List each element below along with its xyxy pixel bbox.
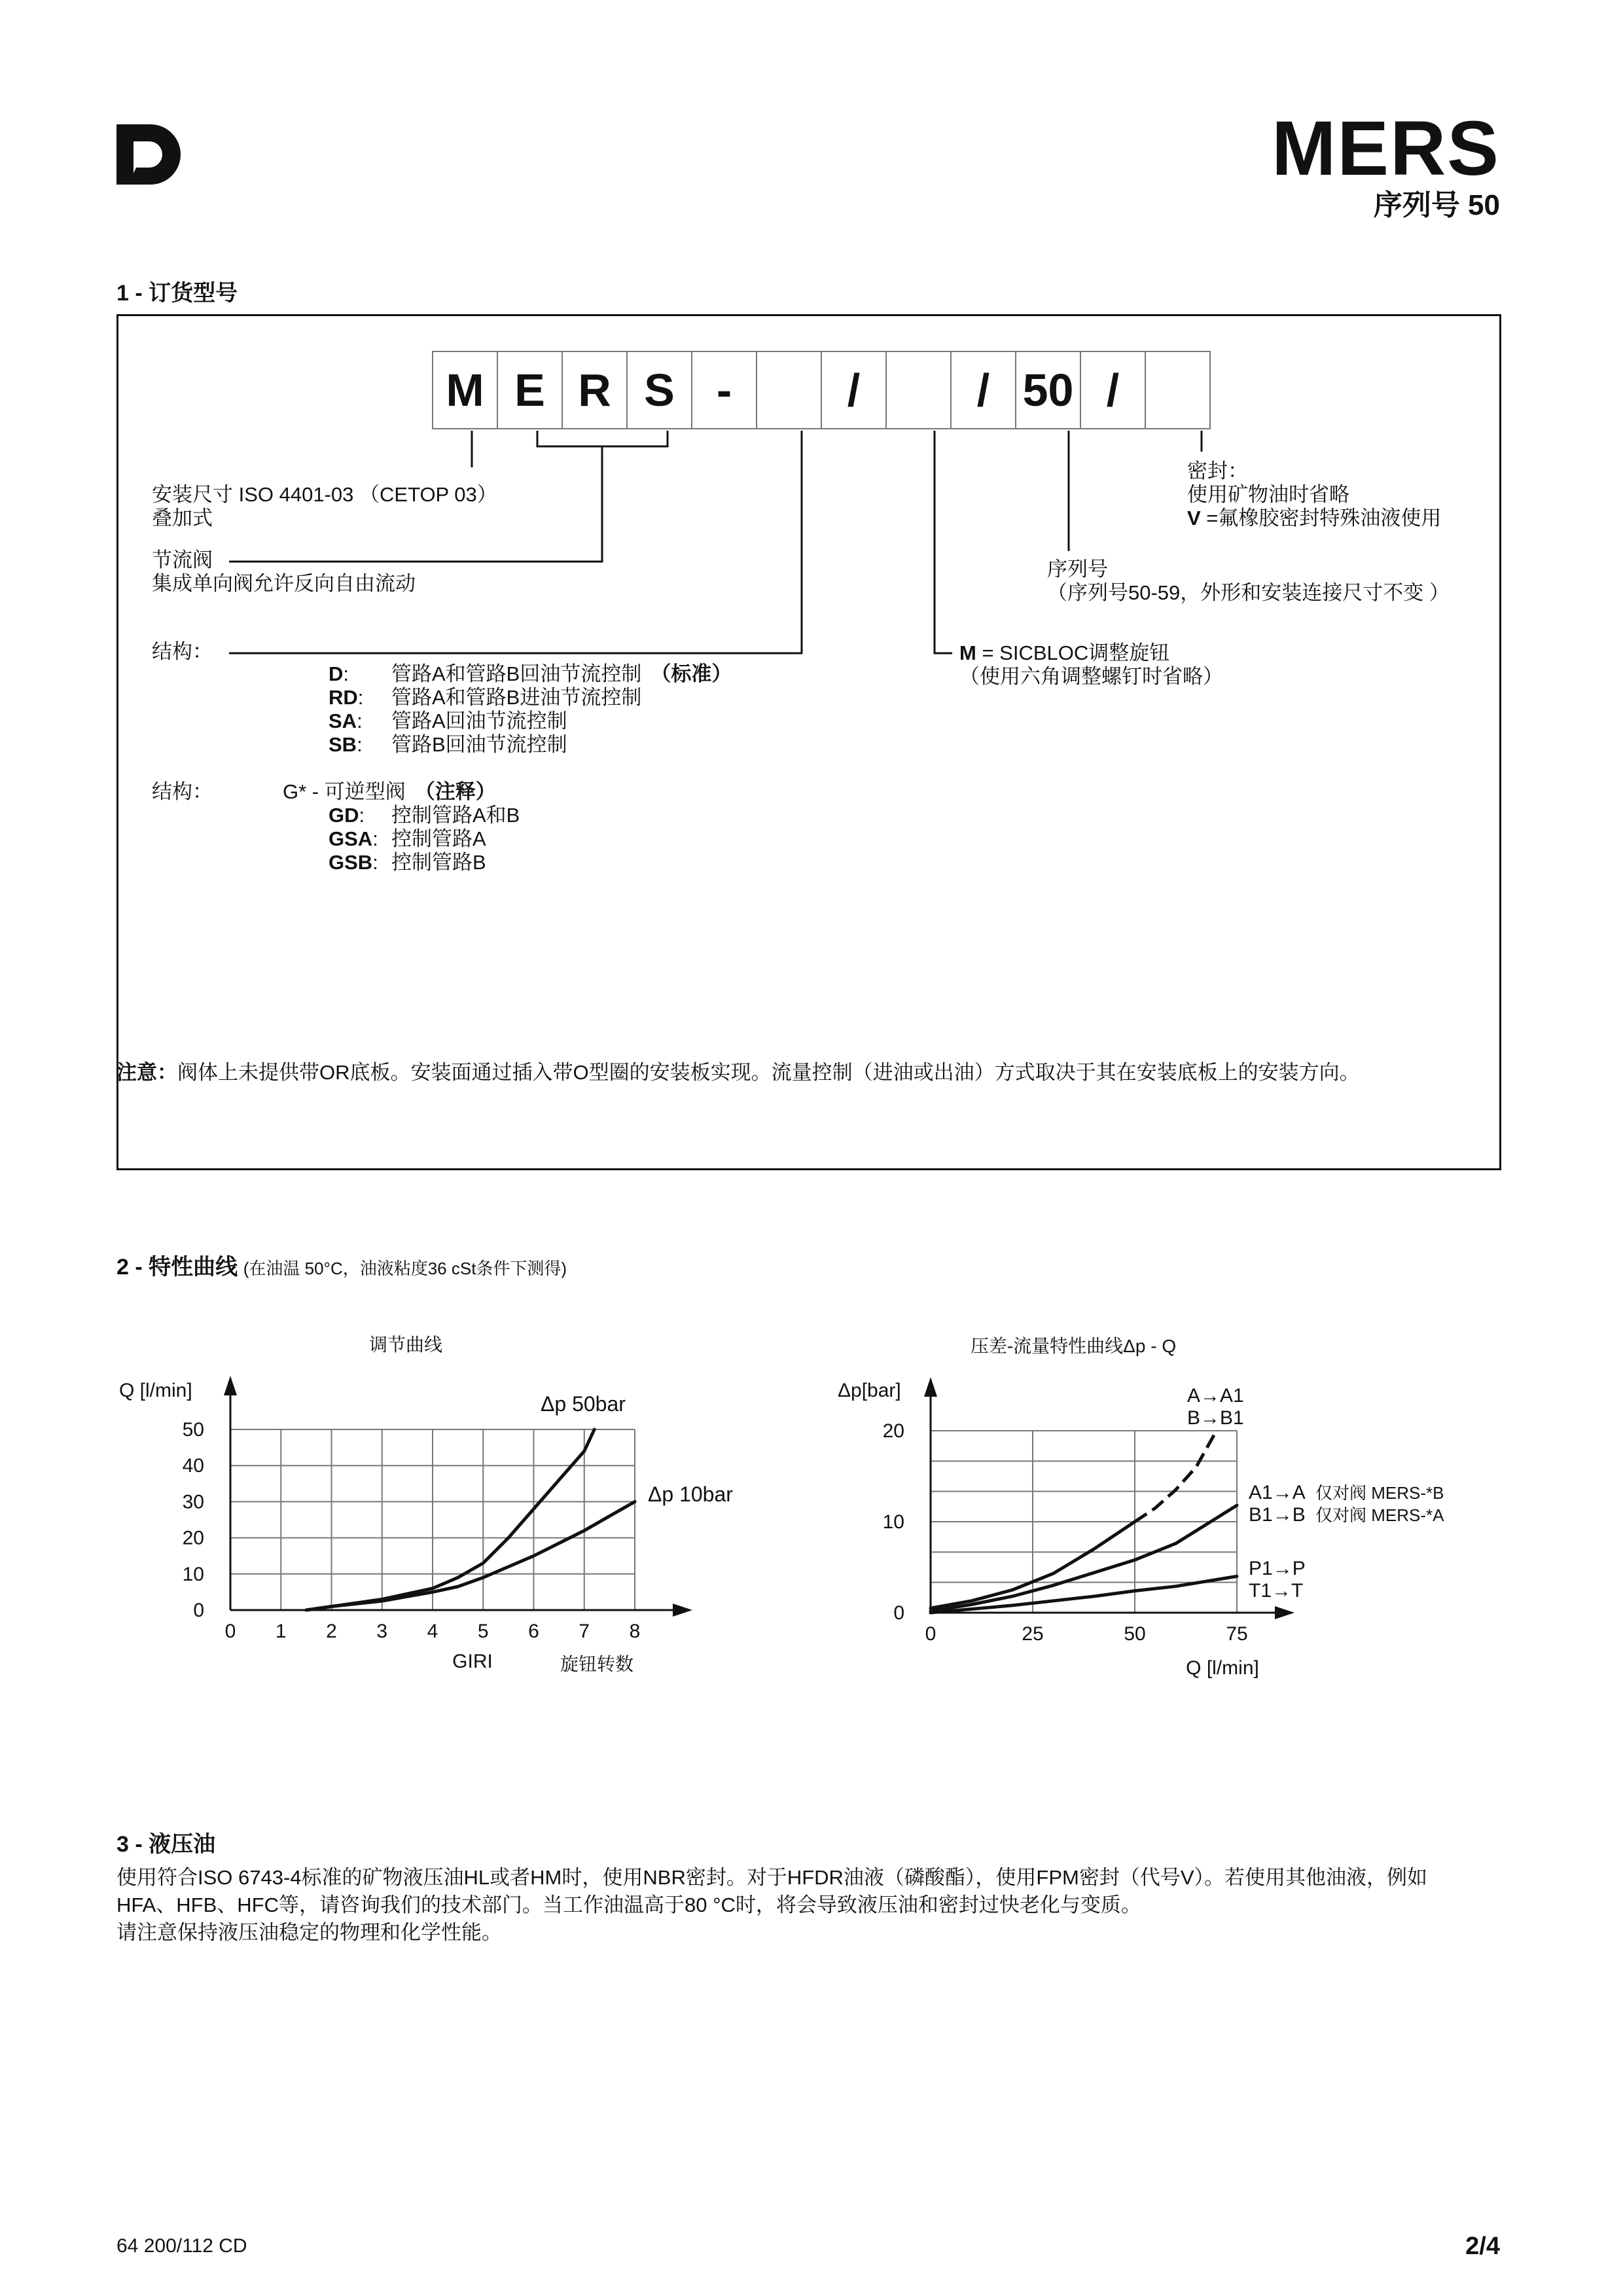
legend-note: 仅对阀 MERS-*B xyxy=(1315,1483,1444,1503)
x-axis-label-secondary: 旋钮转数 xyxy=(560,1654,634,1674)
option-code: D xyxy=(329,662,344,685)
code-cell-text: M xyxy=(446,365,484,416)
y-axis-label: Q [l/min] xyxy=(119,1380,192,1401)
y-axis-label: Δp[bar] xyxy=(838,1380,901,1401)
section2-heading-note: (在油温 50°C，油液粘度36 cSt条件下测得) xyxy=(243,1259,567,1278)
adjustment-curve-chart xyxy=(0,1309,785,1715)
x-tick-label: 6 xyxy=(528,1621,539,1642)
option-sep: : xyxy=(372,851,378,874)
x-tick-label: 1 xyxy=(275,1621,287,1642)
y-axis-arrow xyxy=(224,1376,237,1395)
code-cell-text: / xyxy=(976,365,990,416)
knob-note: （使用六角调整螺钉时省略） xyxy=(959,665,1223,688)
series-label: Δp 50bar xyxy=(541,1392,626,1416)
x-tick-label: 0 xyxy=(224,1621,236,1642)
knob-desc: = SICBLOC调整旋钮 xyxy=(976,641,1170,664)
y-tick-label: 20 xyxy=(882,1420,904,1442)
option-desc: 控制管路B xyxy=(391,851,486,874)
chart-title: 调节曲线 xyxy=(368,1335,443,1355)
code-cell-text: S xyxy=(644,365,675,416)
option-code: SA xyxy=(329,709,357,732)
seal-mineral-text: 使用矿物油时省略 xyxy=(1187,483,1349,506)
serial-desc: （序列号50-59，外形和安装连接尺寸不变 ） xyxy=(1047,581,1450,604)
y-tick-label: 50 xyxy=(182,1419,204,1441)
option-row xyxy=(329,686,363,709)
seal-viton-desc: =氟橡胶密封特殊油液使用 xyxy=(1200,507,1442,529)
legend-label: T1→T xyxy=(1249,1580,1304,1602)
option-code: GSB xyxy=(329,851,373,874)
option-desc: 管路A回油节流控制 xyxy=(391,709,567,732)
pressure-flow-chart xyxy=(785,1309,1623,1715)
option-row xyxy=(329,709,363,733)
option-desc: 控制管路A和B xyxy=(391,804,520,827)
option-sep: : xyxy=(357,709,363,732)
x-tick-label: 3 xyxy=(376,1621,388,1642)
page-subtitle: 序列号 50 xyxy=(1373,189,1500,221)
x-axis-arrow xyxy=(1275,1606,1294,1619)
x-tick-label: 4 xyxy=(427,1621,438,1642)
page-title: MERS xyxy=(1272,105,1500,192)
section3-heading: 3 - 液压油 xyxy=(116,1832,216,1857)
section1-heading: 1 - 订货型号 xyxy=(116,281,238,306)
series-label: Δp 10bar xyxy=(648,1482,733,1506)
y-axis-arrow xyxy=(924,1377,937,1397)
structure1-label: 结构： xyxy=(152,640,213,663)
hydraulic-fluid-para2: 请注意保持液压油稳定的物理和化学性能。 xyxy=(116,1921,502,1944)
legend-label: P1→P xyxy=(1249,1558,1306,1579)
x-axis-label: Q [l/min] xyxy=(1186,1657,1259,1679)
code-cell-text: / xyxy=(847,365,861,416)
option-row xyxy=(329,851,378,874)
reversible-head xyxy=(283,780,496,804)
note-text: 阀体上未提供带OR底板。安装面通过插入带O型圈的安装板实现。流量控制（进油或出油）方式取决于其在安装底板上的安装方向。 xyxy=(177,1061,1360,1084)
x-tick-label: 7 xyxy=(579,1621,590,1642)
x-tick-label: 50 xyxy=(1124,1623,1146,1645)
y-tick-label: 20 xyxy=(182,1527,204,1549)
code-cell-text: / xyxy=(1106,365,1120,416)
option-row xyxy=(329,733,363,757)
code-cell-text: E xyxy=(514,365,545,416)
x-tick-label: 2 xyxy=(326,1621,337,1642)
option-desc: 控制管路A xyxy=(391,827,486,850)
option-desc xyxy=(391,662,732,686)
ordering-note xyxy=(116,1059,1484,1086)
section2-heading-text: 2 - 特性曲线 xyxy=(116,1255,238,1280)
option-code: GSA xyxy=(329,827,373,850)
y-tick-label: 0 xyxy=(893,1602,904,1624)
option-row xyxy=(329,804,365,827)
option-desc: 管路B回油节流控制 xyxy=(391,733,567,756)
seal-viton-code: V xyxy=(1187,507,1201,529)
structure2-label: 结构： xyxy=(152,780,213,803)
legend-note: 仅对阀 MERS-*A xyxy=(1315,1505,1444,1525)
x-tick-label: 0 xyxy=(925,1623,936,1645)
x-tick-label: 8 xyxy=(629,1621,641,1642)
option-sep: : xyxy=(372,827,378,850)
x-tick-label: 75 xyxy=(1226,1623,1248,1645)
y-tick-label: 10 xyxy=(882,1511,904,1533)
reversible-head-note: （注释） xyxy=(414,780,496,803)
legend-label: A→A1 xyxy=(1187,1385,1244,1407)
x-axis-arrow xyxy=(673,1604,692,1617)
x-axis-label: GIRI xyxy=(452,1651,493,1672)
series-line xyxy=(306,1429,594,1610)
option-sep: : xyxy=(343,662,349,685)
option-desc-text: 管路A和管路B回油节流控制 xyxy=(391,662,642,685)
code-cell-text: - xyxy=(716,365,732,416)
seal-label: 密封： xyxy=(1187,459,1248,482)
y-tick-label: 40 xyxy=(182,1455,204,1477)
legend-label: B→B1 xyxy=(1187,1407,1244,1429)
knob-text xyxy=(959,641,1169,665)
section2-heading xyxy=(116,1255,567,1280)
reversible-head-text: G* - 可逆型阀 xyxy=(283,780,406,803)
y-tick-label: 30 xyxy=(182,1491,204,1513)
option-row xyxy=(329,827,378,851)
serial-label: 序列号 xyxy=(1047,558,1108,581)
option-code: RD xyxy=(329,686,358,709)
knob-code: M xyxy=(959,641,976,664)
y-tick-label: 0 xyxy=(193,1600,204,1621)
option-code: GD xyxy=(329,804,359,827)
legend-label: B1→B xyxy=(1249,1504,1306,1526)
throttle-desc: 集成单向阀允许反向自由流动 xyxy=(152,572,416,595)
doc-code: 64 200/112 CD xyxy=(116,2235,247,2257)
mounting-size-text: 安装尺寸 ISO 4401-03 （CETOP 03） xyxy=(152,483,497,506)
legend-label: A1→A xyxy=(1249,1482,1306,1503)
option-desc: 管路A和管路B进油节流控制 xyxy=(391,686,642,709)
option-note: （标准） xyxy=(651,662,732,685)
y-tick-label: 10 xyxy=(182,1563,204,1585)
series-line xyxy=(306,1501,635,1610)
code-cell-text: 50 xyxy=(1022,365,1074,416)
code-cell-text: R xyxy=(578,365,611,416)
chart-title: 压差-流量特性曲线Δp - Q xyxy=(970,1336,1177,1356)
x-tick-label: 5 xyxy=(477,1621,489,1642)
page-number: 2/4 xyxy=(1465,2233,1500,2260)
x-tick-label: 25 xyxy=(1022,1623,1044,1645)
hydraulic-fluid-para: 使用符合ISO 6743-4标准的矿物液压油HL或者HM时，使用NBR密封。对于HFDR油液（磷酸酯），使用FPM密封（代号V）。若使用其他油液，例如HFA、HFB、HFC等，请咨询我们的技术部门。当工作油温高于80 °C时，将会导致液压油和密封过快老化与变质。 xyxy=(116,1866,1428,1916)
option-row xyxy=(329,662,349,686)
option-sep: : xyxy=(359,804,365,827)
option-sep: : xyxy=(357,733,363,756)
throttle-label: 节流阀 xyxy=(152,548,213,571)
series-line-dashed xyxy=(1135,1431,1217,1522)
mounting-type-text: 叠加式 xyxy=(152,507,213,529)
note-label: 注意： xyxy=(116,1061,177,1084)
option-code: SB xyxy=(329,733,357,756)
option-sep: : xyxy=(357,686,364,709)
seal-viton-text xyxy=(1187,507,1441,530)
